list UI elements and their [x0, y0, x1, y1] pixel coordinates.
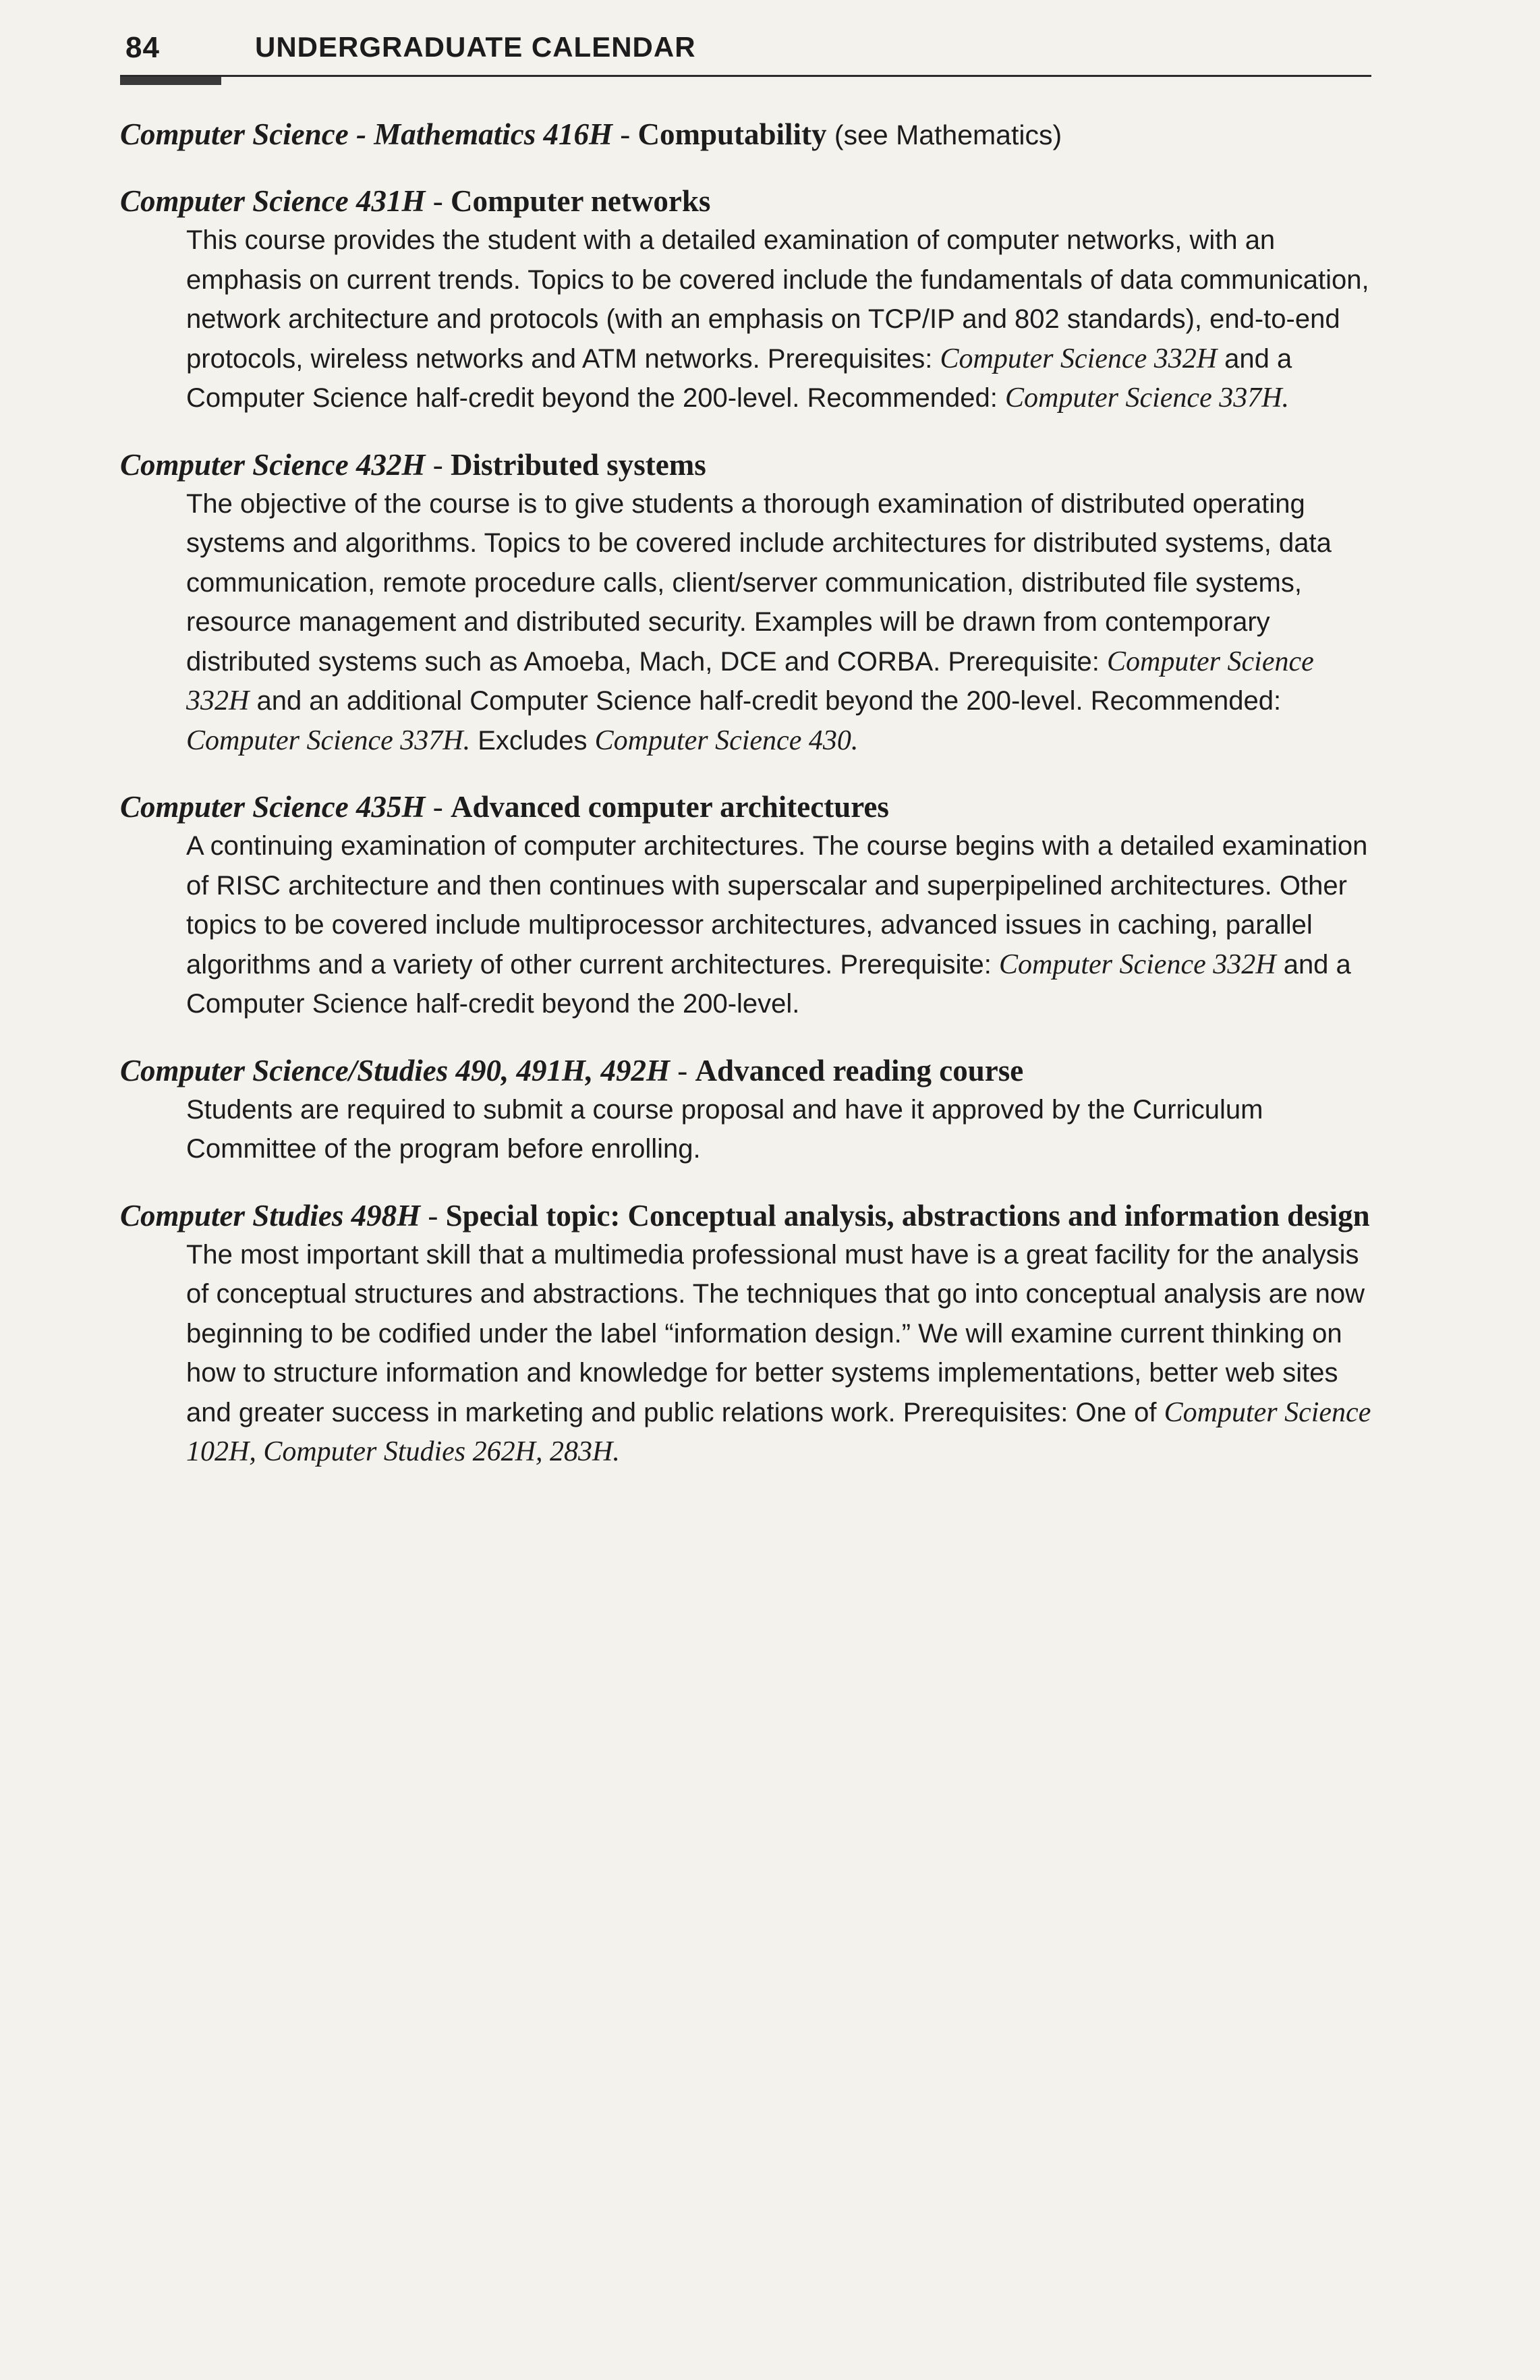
- course-reference: Computer Science 332H: [940, 343, 1218, 374]
- course-separator: -: [420, 1198, 446, 1232]
- course-code: Computer Studies 498H: [120, 1198, 421, 1232]
- description-text: A continuing examination of computer architectures. The course begins with a detailed examination of RISC architecture and then continues with superscalar and superpipelined architectures. Other topics to be covered include multiprocessor architectures, advanced issues in caching, parallel algorithms and a variety of other current architectures. Prerequisite:: [186, 831, 1368, 980]
- course-heading: [120, 445, 1371, 484]
- header-tab-mark: [120, 77, 221, 85]
- course-entry-432h: [120, 445, 1371, 761]
- course-description: [186, 484, 1371, 761]
- course-separator: -: [670, 1053, 695, 1087]
- description-text: Students are required to submit a course proposal and have it approved by the Curriculum Committee of the program before enrolling.: [186, 1094, 1263, 1164]
- course-entry-431h: [120, 181, 1371, 418]
- course-reference: Computer Science 337H.: [186, 725, 471, 756]
- course-separator: -: [425, 447, 451, 482]
- course-separator: -: [425, 790, 451, 824]
- course-code: Computer Science 431H: [120, 184, 426, 218]
- course-code: Computer Science - Mathematics 416H: [120, 117, 612, 151]
- course-name: Advanced reading course: [695, 1053, 1024, 1087]
- course-name: Advanced computer architectures: [450, 790, 889, 824]
- course-name: Special topic: Conceptual analysis, abstractions and information design: [445, 1198, 1370, 1232]
- course-separator: -: [612, 117, 638, 151]
- course-reference: Computer Science 102H, Computer Studies 262H, 283H.: [186, 1396, 1371, 1467]
- course-listings: [120, 115, 1371, 1499]
- course-separator: -: [425, 184, 451, 218]
- page-header: [120, 24, 1371, 92]
- page-number: 84: [125, 31, 160, 64]
- course-heading: [120, 1051, 1371, 1090]
- course-entry-498h: [120, 1196, 1371, 1472]
- course-reference: Computer Science 337H.: [1004, 382, 1290, 414]
- description-text: and a Computer Science half-credit beyond the 200-level. Recommended:: [186, 343, 1292, 413]
- header-rule: [120, 75, 1371, 77]
- course-code: Computer Science/Studies 490, 491H, 492H: [120, 1053, 671, 1087]
- course-name: Distributed systems: [450, 447, 706, 482]
- course-description: [186, 1090, 1371, 1169]
- course-code: Computer Science 435H: [120, 790, 426, 824]
- course-heading: [120, 181, 1371, 221]
- course-heading: [120, 115, 1371, 154]
- course-entry-490: [120, 1051, 1371, 1169]
- course-entry-435h: [120, 787, 1371, 1024]
- course-reference: Computer Science 430.: [594, 725, 859, 756]
- course-code: Computer Science 432H: [120, 447, 426, 482]
- cross-reference: (see Mathematics): [826, 119, 1062, 150]
- course-heading: [120, 787, 1371, 826]
- course-reference: Computer Science 332H: [186, 646, 1314, 716]
- description-text: and a Computer Science half-credit beyond the 200-level.: [186, 949, 1351, 1019]
- course-description: [186, 221, 1371, 418]
- description-text: The most important skill that a multimedia professional must have is a great facility for the analysis of conceptual structures and abstractions. The techniques that go into conceptual analysis are now beginning to be codified under the label “information design.” We will examine current thinking on how to structure information and knowledge for better systems implementations, better web sites and greater success in marketing and public relations work. Prerequisites: One of: [186, 1239, 1365, 1427]
- course-description: [186, 1235, 1371, 1472]
- course-name: Computer networks: [450, 184, 711, 218]
- course-entry-416h: [120, 115, 1371, 154]
- course-description: [186, 826, 1371, 1024]
- description-text: Excludes: [470, 725, 595, 756]
- description-text: The objective of the course is to give students a thorough examination of distributed operating systems and algorithms. Topics to be covered include architectures for distributed systems, data communication, remote procedure calls, client/server communication, distributed file systems, resource management and distributed security. Examples will be drawn from contemporary distributed systems such as Amoeba, Mach, DCE and CORBA. Prerequisite:: [186, 488, 1332, 677]
- course-reference: Computer Science 332H: [999, 948, 1276, 980]
- description-text: and an additional Computer Science half-credit beyond the 200-level. Recommended:: [249, 686, 1282, 716]
- description-text: This course provides the student with a detailed examination of computer networks, with an emphasis on current trends. Topics to be covered include the fundamentals of data communication, network architecture and protocols (with an emphasis on TCP/IP and 802 standards), end-to-end protocols, wireless networks and ATM networks. Prerequisites:: [186, 225, 1369, 374]
- course-heading: [120, 1196, 1371, 1235]
- course-name: Computability: [637, 117, 827, 151]
- running-title: UNDERGRADUATE CALENDAR: [255, 31, 696, 63]
